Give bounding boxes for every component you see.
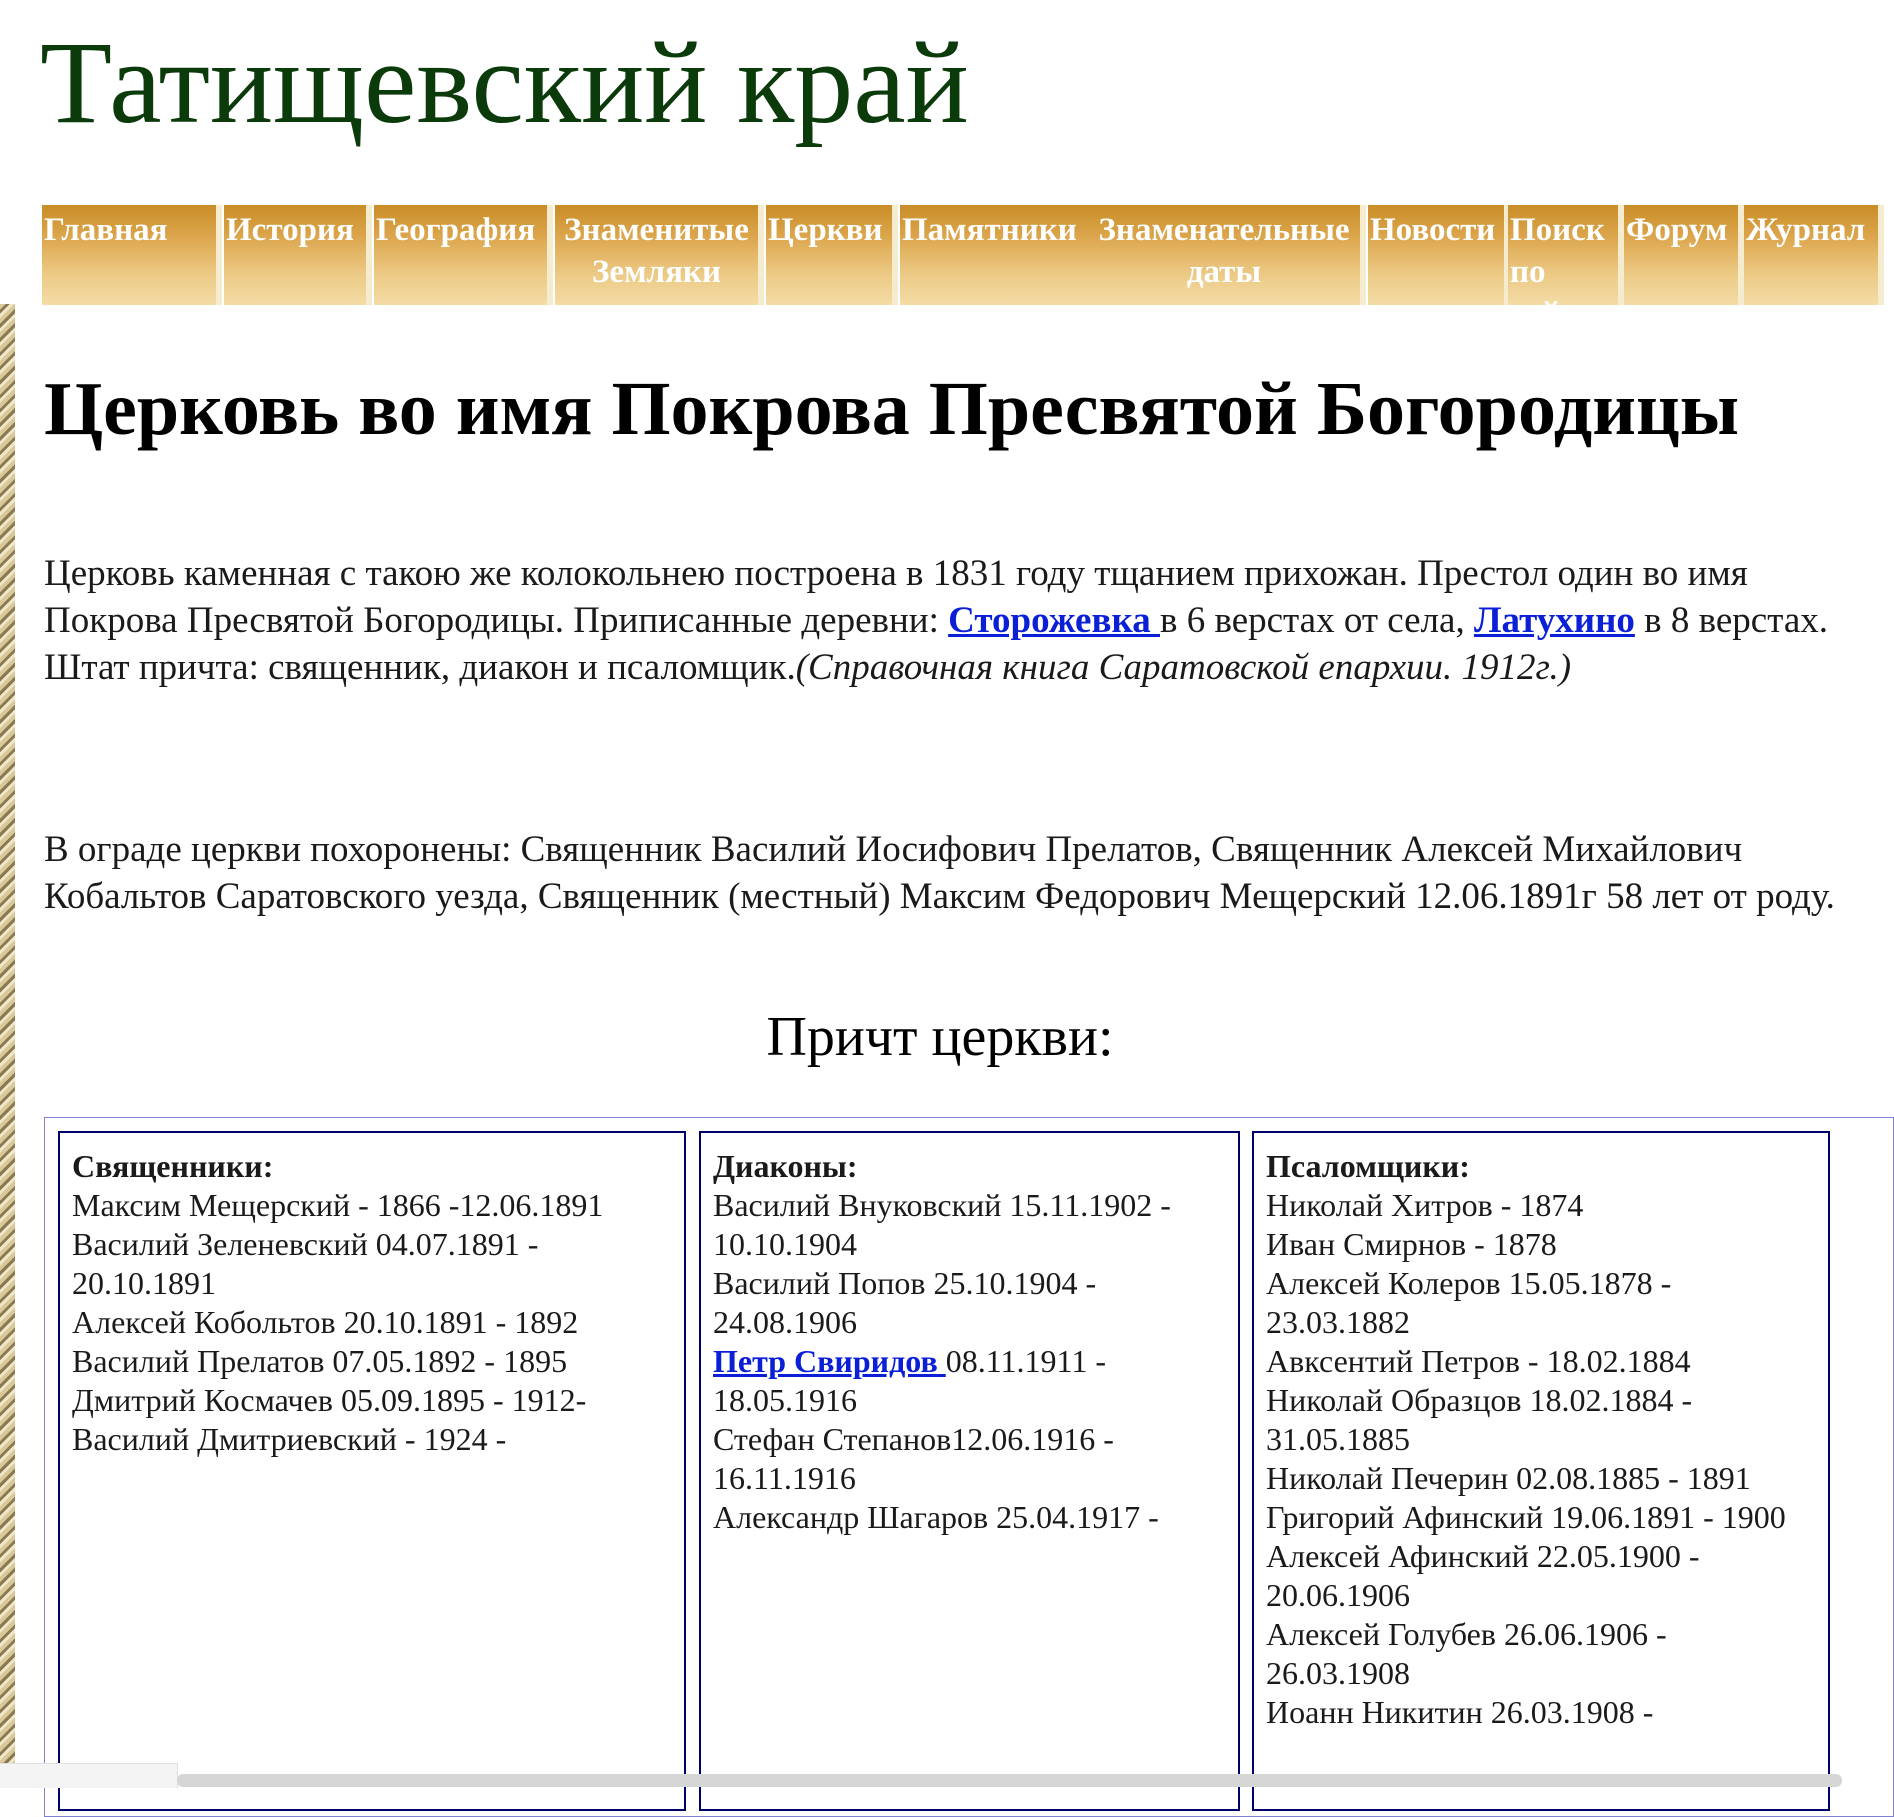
list-item: Алексей Колеров 15.05.1878 - 23.03.1882 [1266, 1265, 1672, 1340]
list-item: Василий Дмитриевский - 1924 - [72, 1421, 507, 1457]
list-item: Василий Внуковский 15.11.1902 - 10.10.1904 [713, 1187, 1171, 1262]
link-latukhino[interactable]: Латухино [1473, 600, 1635, 641]
list-item: Алексей Афинский 22.05.1900 - 20.06.1906 [1266, 1538, 1700, 1613]
nav-item-journal[interactable]: Журнал [1744, 205, 1884, 305]
list-item: Иоанн Никитин 26.03.1908 - [1266, 1694, 1654, 1730]
list-item: Алексей Голубев 26.06.1906 - 26.03.1908 [1266, 1616, 1667, 1691]
nav-item-news[interactable]: Новости [1368, 205, 1510, 305]
description-text-3: в 8 верстах. Штат причта: священник, диакон и псаломщик. [44, 600, 1829, 688]
horizontal-scrollbar[interactable] [177, 1774, 1842, 1787]
deacon-dates: 08.11.1911 - 18.05.1916 [713, 1343, 1107, 1418]
link-petr-sviridov[interactable]: Петр Свиридов [713, 1343, 946, 1379]
list-item: Иван Смирнов - 1878 [1266, 1226, 1557, 1262]
list-item: Дмитрий Космачев 05.09.1895 - 1912- [72, 1382, 587, 1418]
psalmists-column [1252, 1131, 1830, 1811]
priests-column [58, 1131, 686, 1811]
list-item: Николай Образцов 18.02.1884 - 31.05.1885 [1266, 1382, 1693, 1457]
deacons-title: Диаконы: [713, 1148, 858, 1184]
nav-item-history[interactable]: История [224, 205, 372, 305]
church-description [44, 550, 1844, 691]
nav-item-monuments[interactable]: Памятники [900, 205, 1096, 305]
list-item: Алексей Кобольтов 20.10.1891 - 1892 [72, 1304, 579, 1340]
list-item: Василий Зеленевский 04.07.1891 - 20.10.1891 [72, 1226, 539, 1301]
list-item: Александр Шагаров 25.04.1917 - [713, 1499, 1159, 1535]
nav-item-significant-dates[interactable]: Знаменательные даты [1088, 205, 1366, 305]
nav-item-famous-people[interactable]: Знаменитые Земляки [555, 205, 764, 305]
main-nav [42, 205, 1866, 332]
list-item: Стефан Степанов12.06.1916 - 16.11.1916 [713, 1421, 1114, 1496]
site-title: Татищевский край [40, 17, 969, 148]
nav-item-home[interactable]: Главная [42, 205, 222, 305]
list-item: Николай Печерин 02.08.1885 - 1891 [1266, 1460, 1751, 1496]
nav-item-site-search[interactable]: Поиск по сайту [1508, 205, 1624, 305]
list-item: Николай Хитров - 1874 [1266, 1187, 1584, 1223]
link-storozhevka[interactable]: Сторожевка [948, 600, 1160, 641]
burials-paragraph: В ограде церкви похоронены: Священник Василий Иосифович Прелатов, Священник Алексей Михайлович Кобальтов Саратовского уезда, Священник (местный) Максим Федорович Мещерский 12.06.1891г 58 лет от роду. [44, 829, 1835, 917]
description-text-1: Церковь каменная с такою же колокольнею построена в 1831 году тщанием прихожан. Престол один во имя Покрова Пресвятой Богородицы. Приписанные деревни: [44, 553, 1748, 641]
list-item: Авксентий Петров - 18.02.1884 [1266, 1343, 1691, 1379]
nav-item-geography[interactable]: География [374, 205, 553, 305]
list-item: Григорий Афинский 19.06.1891 - 1900 [1266, 1499, 1786, 1535]
list-item: Василий Попов 25.10.1904 - 24.08.1906 [713, 1265, 1097, 1340]
citation: (Справочная книга Саратовской епархии. 1912г.) [795, 647, 1572, 688]
status-box [0, 1763, 178, 1788]
list-item [713, 1342, 1183, 1420]
list-item: Максим Мещерский - 1866 -12.06.1891 [72, 1187, 604, 1223]
list-item: Василий Прелатов 07.05.1892 - 1895 [72, 1343, 568, 1379]
page-heading: Церковь во имя Покрова Пресвятой Богородицы [44, 367, 1740, 451]
priests-title: Священники: [72, 1148, 274, 1184]
psalmists-title: Псаломщики: [1266, 1148, 1470, 1184]
description-text-2: в 6 верстах от села, [1159, 600, 1474, 641]
deacons-column [699, 1131, 1240, 1811]
nav-item-churches[interactable]: Церкви [766, 205, 898, 305]
nav-item-forum[interactable]: Форум [1624, 205, 1744, 305]
clergy-heading: Причт церкви: [766, 1006, 1114, 1068]
